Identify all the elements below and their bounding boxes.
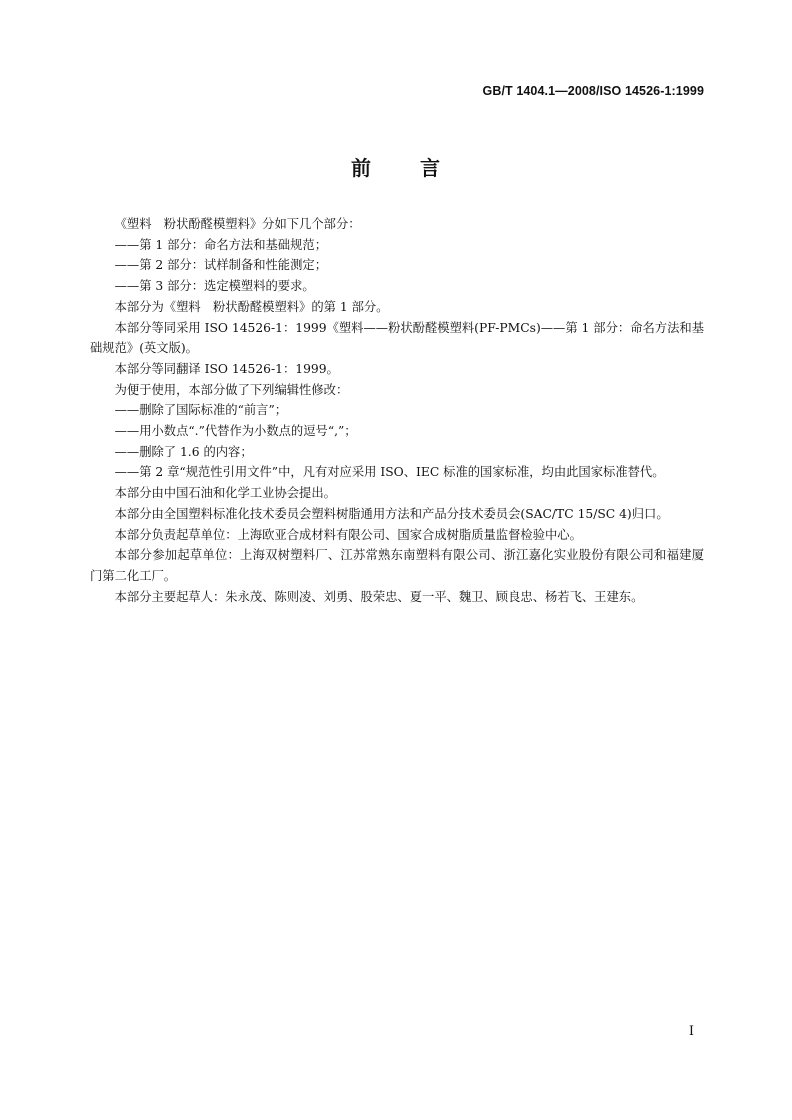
paragraph-under-jurisdiction: 本部分由全国塑料标准化技术委员会塑料树脂通用方法和产品分技术委员会(SAC/TC 15/SC 4)归口。	[114, 506, 669, 521]
page-title-char-1: 前	[351, 156, 372, 180]
paragraph-drafting-lead: 本部分负责起草单位：上海欧亚合成材料有限公司、国家合成树脂质量监督检验中心。	[114, 527, 582, 542]
paragraph-drafting-participants: 本部分参加起草单位：上海双树塑料厂、江苏常熟东南塑料有限公司、浙江嘉化实业股份有限公司和福建厦门第二化工厂。	[90, 548, 704, 583]
list-item-edit-2: ——用小数点“.”代替作为小数点的逗号“,”；	[114, 424, 357, 439]
list-item-part-3: ——第 3 部分：选定模塑料的要求。	[114, 279, 315, 294]
list-item-edit-4: ——第 2 章“规范性引用文件”中，凡有对应采用 ISO、IEC 标准的国家标准，均由此国家标准替代。	[114, 465, 665, 480]
paragraph-translation: 本部分等同翻译 ISO 14526-1：1999。	[114, 361, 339, 376]
paragraph-this-part: 本部分为《塑料 粉状酚醛模塑料》的第 1 部分。	[114, 299, 389, 314]
page-number: I	[688, 1024, 694, 1039]
list-item-edit-1: ——删除了国际标准的“前言”；	[114, 403, 288, 418]
list-item-part-1: ——第 1 部分：命名方法和基础规范；	[114, 237, 327, 252]
page-title	[0, 152, 792, 181]
paragraph-proposed-by: 本部分由中国石油和化学工业协会提出。	[114, 486, 336, 501]
page-title-char-2: 言	[420, 156, 441, 180]
paragraph-idt-adoption: 本部分等同采用 ISO 14526-1：1999《塑料——粉状酚醛模塑料(PF-PMCs)——第 1 部分：命名方法和基础规范》(英文版)。	[90, 320, 704, 356]
paragraph-parts-intro: 《塑料 粉状酚醛模塑料》分如下几个部分：	[114, 217, 361, 231]
list-item-part-2: ——第 2 部分：试样制备和性能测定；	[114, 258, 327, 273]
paragraph-drafters: 本部分主要起草人：朱永茂、陈则凌、刘勇、股荣忠、夏一平、魏卫、顾良忠、杨若飞、王建东。	[114, 589, 644, 604]
paragraph-editorial-intro: 为便于使用，本部分做了下列编辑性修改：	[114, 382, 349, 397]
standard-number-header: GB/T 1404.1—2008/ISO 14526-1:1999	[482, 84, 704, 98]
foreword-body	[90, 214, 704, 607]
list-item-edit-3: ——删除了 1.6 的内容；	[114, 444, 253, 459]
